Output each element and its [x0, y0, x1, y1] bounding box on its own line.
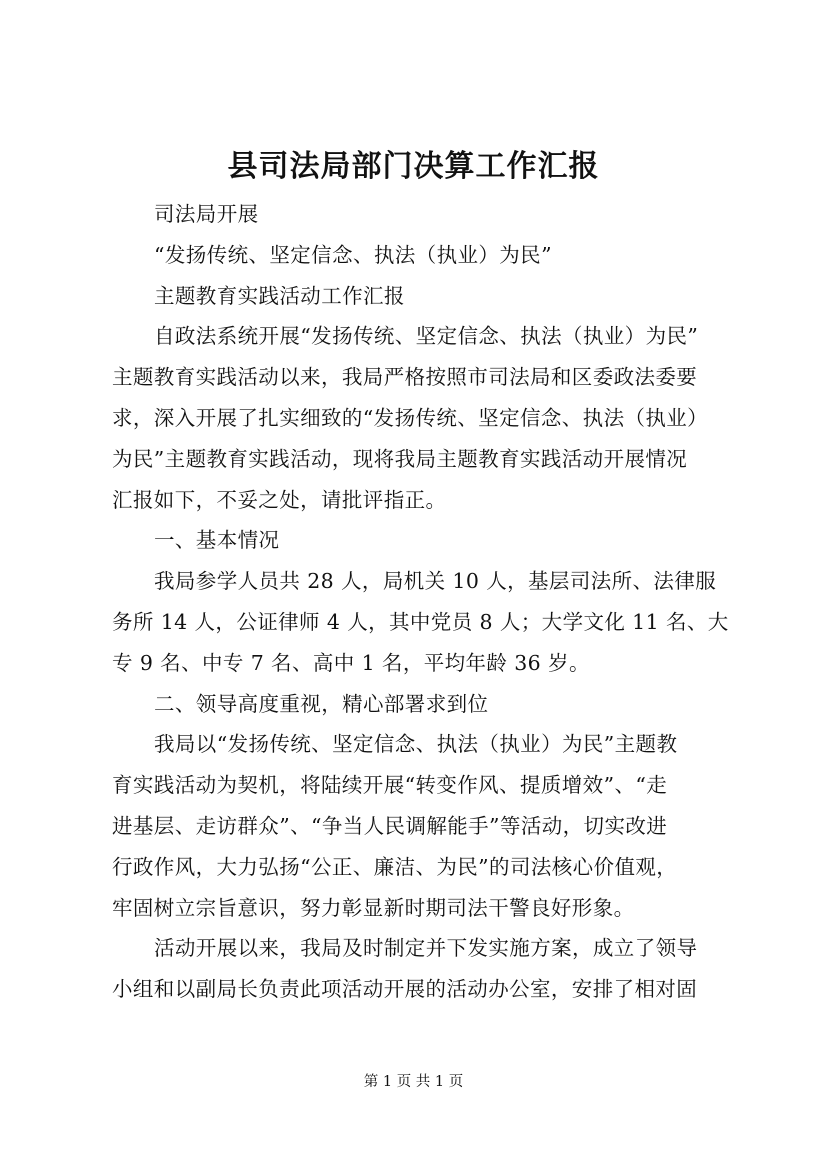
paragraph-line: 求，深入开展了扎实细致的“发扬传统、坚定信念、执法（执业）	[112, 405, 709, 430]
paragraph-line: 自政法系统开展“发扬传统、坚定信念、执法（执业）为民”	[154, 324, 699, 349]
paragraph-line: 我局以“发扬传统、坚定信念、执法（执业）为民”主题教	[154, 732, 678, 757]
paragraph-line: 活动开展以来，我局及时制定并下发实施方案，成立了领导	[154, 936, 698, 961]
subtitle-line: 司法局开展	[154, 202, 259, 226]
paragraph-line: 汇报如下，不妥之处，请批评指正。	[112, 487, 447, 512]
paragraph-line: 专 9 名、中专 7 名、高中 1 名，平均年龄 36 岁。	[112, 650, 590, 675]
page-number-footer: 第 1 页 共 1 页	[363, 1074, 464, 1090]
section-heading: 二、领导高度重视，精心部署求到位	[154, 691, 489, 716]
paragraph-line: 务所 14 人，公证律师 4 人，其中党员 8 人；大学文化 11 名、大	[112, 609, 729, 634]
subtitle-line: 主题教育实践活动工作汇报	[154, 283, 405, 308]
paragraph-line: 行政作风，大力弘扬“公正、廉洁、为民”的司法核心价值观，	[112, 854, 678, 879]
paragraph-line: 为民”主题教育实践活动，现将我局主题教育实践活动开展情况	[112, 446, 688, 471]
paragraph-line: 我局参学人员共 28 人，局机关 10 人，基层司法所、法律服	[154, 569, 717, 594]
paragraph-line: 主题教育实践活动以来，我局严格按照市司法局和区委政法委要	[112, 365, 698, 390]
document-body	[112, 194, 729, 1010]
paragraph-line: 牢固树立宗旨意识，努力彰显新时期司法干警良好形象。	[112, 895, 635, 920]
section-heading: 一、基本情况	[154, 528, 280, 553]
subtitle-line: “发扬传统、坚定信念、执法（执业）为民”	[154, 242, 552, 267]
document-title: 县司法局部门决算工作汇报	[227, 149, 600, 184]
paragraph-line: 育实践活动为契机，将陆续开展“转变作风、提质增效”、“走	[112, 773, 668, 798]
paragraph-line: 小组和以副局长负责此项活动开展的活动办公室，安排了相对固	[112, 977, 698, 1002]
paragraph-line: 进基层、走访群众”、“争当人民调解能手”等活动，切实改进	[112, 813, 668, 838]
